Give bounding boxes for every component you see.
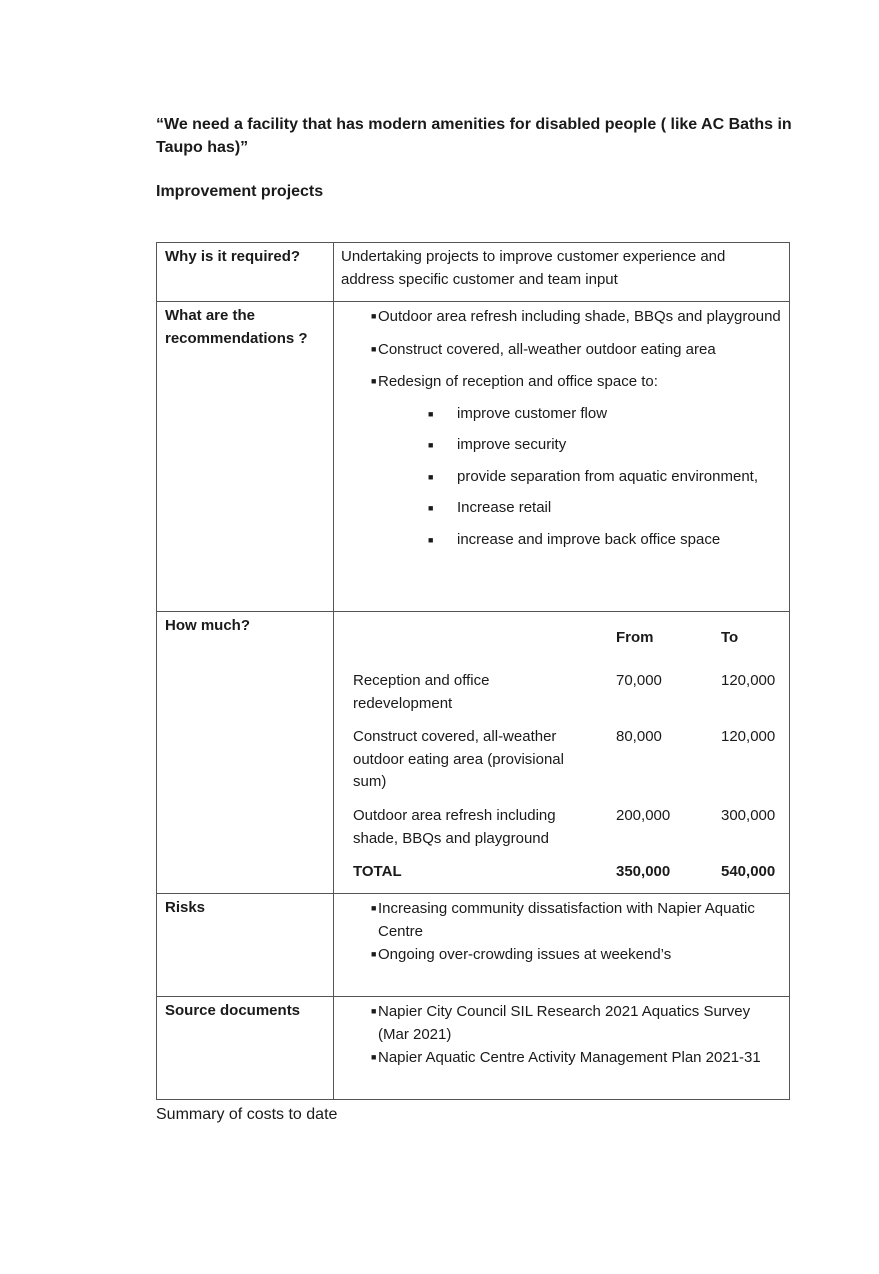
recommendations-list	[341, 305, 782, 394]
list-item: ■ Ongoing over-crowding issues at weekend’s	[371, 946, 672, 963]
cost-cell: From To Reception and office redevelopment 70,000 120,000 Construct covered, all-weather outdoor eating area (provisional sum) 80,000 120,000 Outdoor area refresh including shade, BBQs and playground 200,000 300,000 TOTAL 350,000 540,000	[334, 612, 790, 894]
list-item: ■ Napier City Council SIL Research 2021 Aquatics Survey (Mar 2021)	[371, 1003, 751, 1043]
sources-list	[341, 1000, 782, 1070]
risks-list	[341, 897, 782, 967]
row-sources	[157, 997, 790, 1100]
cost-col-from: From	[616, 629, 654, 646]
summary-heading: Summary of costs to date	[156, 1106, 338, 1123]
label-risks: Risks	[157, 894, 334, 997]
list-item: ■ improve security	[428, 436, 567, 453]
label-sources: Source documents	[157, 997, 334, 1100]
label-why: Why is it required?	[157, 243, 334, 302]
list-item: ■ Napier Aquatic Centre Activity Management Plan 2021-31	[371, 1049, 761, 1066]
list-item: ■ Construct covered, all-weather outdoor eating area	[371, 340, 716, 358]
why-text: Undertaking projects to improve customer experience and address specific customer and team input	[334, 243, 790, 302]
section-heading: Improvement projects	[156, 183, 324, 200]
list-item: ■ Redesign of reception and office space to:	[371, 373, 658, 390]
row-why	[157, 243, 790, 302]
quote-heading: “We need a facility that has modern amenities for disabled people ( like AC Baths in Taupo has)”	[156, 116, 792, 156]
list-item: ■ Increase retail	[428, 499, 552, 516]
list-item: ■ improve customer flow	[428, 404, 608, 422]
label-recommendations: What are the recommendations ?	[157, 302, 334, 612]
list-item: ■ provide separation from aquatic environment,	[428, 467, 758, 485]
list-item: ■ Increasing community dissatisfaction with Napier Aquatic Centre	[371, 900, 755, 940]
row-how-much	[157, 612, 790, 894]
recommendations-cell	[334, 302, 790, 612]
list-item: ■ increase and improve back office space	[428, 530, 721, 548]
improvement-projects-table	[156, 242, 790, 1100]
row-risks	[157, 894, 790, 997]
list-item: ■ Outdoor area refresh including shade, BBQs and playground	[371, 308, 781, 325]
row-recommendations	[157, 302, 790, 612]
label-how-much: How much?	[157, 612, 334, 894]
risks-cell	[334, 894, 790, 997]
cost-col-to: To	[721, 629, 739, 646]
recommendations-sublist	[341, 403, 782, 552]
sources-cell	[334, 997, 790, 1100]
